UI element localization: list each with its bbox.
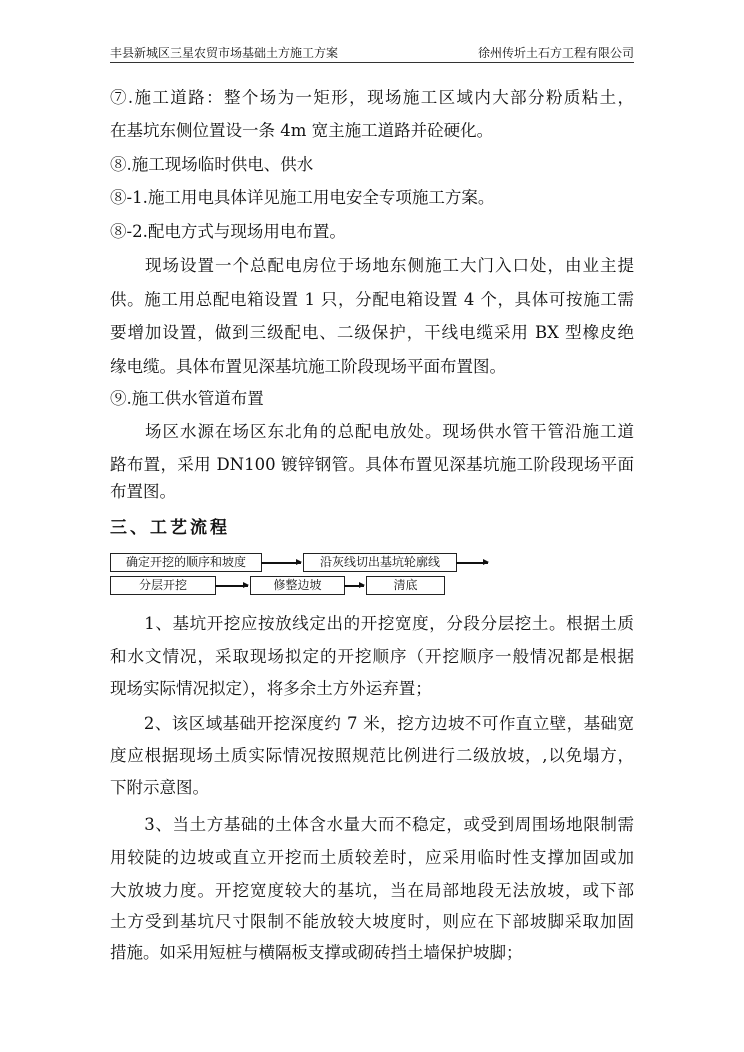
flow-step-2: 沿灰线切出基坑轮廓线 xyxy=(303,553,457,572)
text-line: 场区水源在场区东北角的总配电放处。现场供水管干管沿施工道 xyxy=(110,422,634,441)
text-line: 土方受到基坑尺寸限制不能放较大坡度时，则应在下部坡脚采取加固 xyxy=(110,912,634,931)
flow-arrow xyxy=(261,562,301,564)
text-line: 下附示意图。 xyxy=(110,778,209,797)
flow-arrow xyxy=(344,585,364,587)
text-line: 路布置，采用 DN100 镀锌钢管。具体布置见深基坑施工阶段现场平面 xyxy=(110,455,634,474)
header-divider xyxy=(110,62,634,63)
text-line: 1、基坑开挖应按放线定出的开挖宽度，分段分层挖土。根据土质 xyxy=(110,614,634,633)
flow-arrow xyxy=(215,585,248,587)
flow-step-3: 分层开挖 xyxy=(110,576,216,595)
flow-step-5: 清底 xyxy=(366,576,445,595)
text-line: ⑧-1.施工用电具体详见施工用电安全专项施工方案。 xyxy=(110,188,495,207)
text-line: 供。施工用总配电箱设置 1 只，分配电箱设置 4 个，具体可按施工需 xyxy=(110,290,634,309)
text-line: 要增加设置，做到三级配电、二级保护，干线电缆采用 BX 型橡皮绝 xyxy=(110,323,634,342)
text-line: 用较陡的边坡或直立开挖而土质较差时，应采用临时性支撑加固或加 xyxy=(110,848,634,867)
flow-step-1: 确定开挖的顺序和坡度 xyxy=(110,553,262,572)
text-line: 措施。如采用短桩与横隔板支撑或砌砖挡土墙保护坡脚； xyxy=(110,943,523,962)
text-line: 大放坡力度。开挖宽度较大的基坑，当在局部地段无法放坡，或下部 xyxy=(110,881,634,900)
text-line: 现场实际情况拟定），将多余土方外运弃置； xyxy=(110,679,432,698)
header-right: 徐州传圻土石方工程有限公司 xyxy=(477,46,634,60)
text-line: 度应根据现场土质实际情况按照规范比例进行二级放坡，,以免塌方， xyxy=(110,746,634,765)
section-heading: 三、工艺流程 xyxy=(110,518,230,538)
header-left: 丰县新城区三星农贸市场基础土方施工方案 xyxy=(110,46,339,60)
text-line: 和水文情况，采取现场拟定的开挖顺序（开挖顺序一般情况都是根据 xyxy=(110,647,634,666)
text-line: ⑨.施工供水管道布置 xyxy=(110,389,264,408)
flow-arrow xyxy=(456,562,488,564)
flow-step-4: 修整边坡 xyxy=(250,576,345,595)
text-line: 在基坑东侧位置设一条 4m 宽主施工道路并砼硬化。 xyxy=(110,121,494,140)
text-line: 3、当土方基础的土体含水量大而不稳定，或受到周围场地限制需 xyxy=(110,815,634,834)
text-line: ⑧-2.配电方式与现场用电布置。 xyxy=(110,222,346,241)
text-line: 缘电缆。具体布置见深基坑施工阶段现场平面布置图。 xyxy=(110,357,506,376)
text-line: ⑧.施工现场临时供电、供水 xyxy=(110,155,314,174)
text-line: 2、该区域基础开挖深度约 7 米，挖方边坡不可作直立壁，基础宽 xyxy=(110,714,634,733)
text-line: 布置图。 xyxy=(110,482,176,501)
text-line: ⑦.施工道路：整个场为一矩形，现场施工区域内大部分粉质粘土， xyxy=(110,88,634,107)
text-line: 现场设置一个总配电房位于场地东侧施工大门入口处，由业主提 xyxy=(110,256,634,275)
